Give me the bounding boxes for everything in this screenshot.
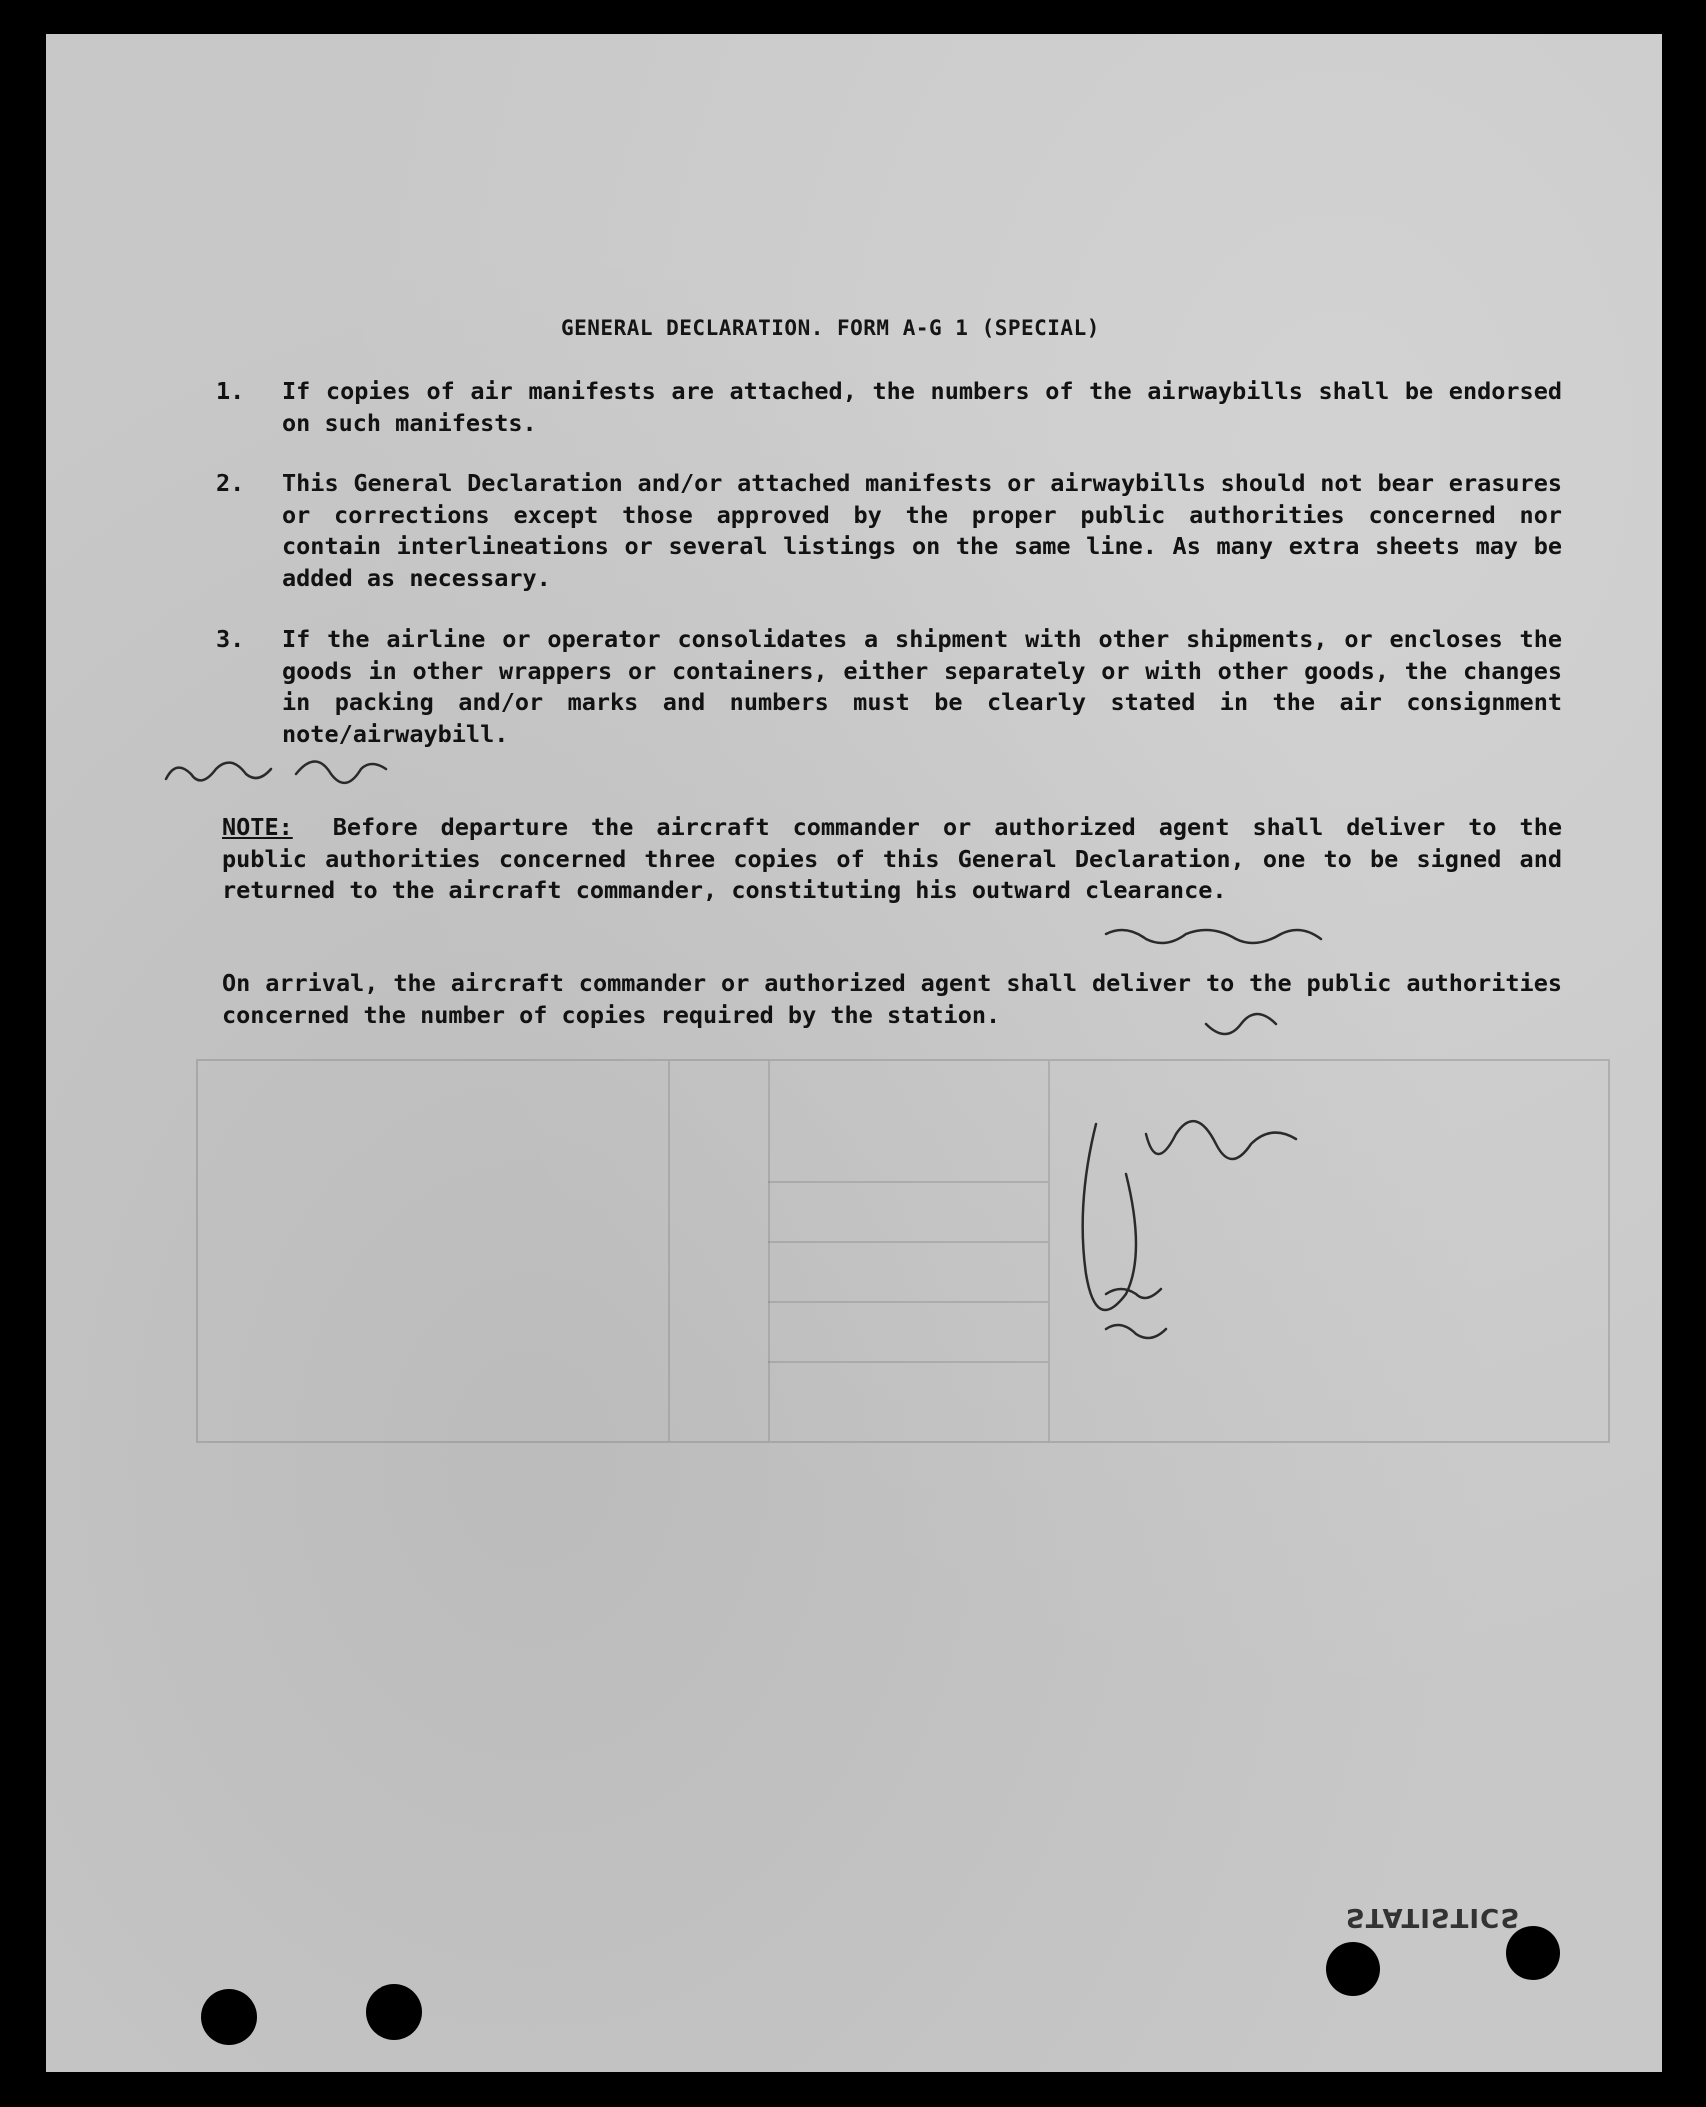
document-title: GENERAL DECLARATION. FORM A-G 1 (SPECIAL): [561, 316, 1100, 340]
handwritten-scribble: [166, 762, 386, 783]
handwritten-annotation: [1106, 930, 1321, 943]
item-number: 2.: [216, 469, 245, 497]
punch-hole: [366, 1984, 422, 2040]
document-page: [46, 34, 1662, 2072]
handwritten-mark: [1206, 1014, 1276, 1034]
punch-hole: [201, 1989, 257, 2045]
punch-hole: [1326, 1942, 1380, 1996]
statistics-stamp: STATISTICS: [1346, 1902, 1521, 1932]
punch-hole: [1506, 1926, 1560, 1980]
handwriting-marks: [46, 34, 1662, 2072]
item-text: This General Declaration and/or attached manifests or airwaybills should not bear erasures or corrections except those approved by the proper public authorities concerned nor contain interlineations or several listings on the same line. As many extra sheets may be added as necessary.: [282, 469, 1562, 592]
note-text: Before departure the aircraft commander or authorized agent shall deliver to the public authorities concerned three copies of this General Declaration, one to be signed and returned to the aircraft commander, constituting his outward clearance.: [222, 813, 1562, 904]
item-text: If the airline or operator consolidates a shipment with other shipments, or encloses the goods in other wrappers or containers, either separately or with other goods, the changes in packing and/or marks and numbers must be clearly stated in the air consignment note/airwaybill.: [282, 625, 1562, 748]
arrival-text: On arrival, the aircraft commander or authorized agent shall deliver to the public authorities concerned the number of copies required by the station.: [222, 969, 1562, 1029]
item-text: If copies of air manifests are attached, the numbers of the airwaybills shall be endorsed on such manifests.: [282, 377, 1562, 437]
note-label: NOTE:: [222, 813, 293, 841]
handwritten-numbers: [1106, 1289, 1166, 1338]
item-number: 3.: [216, 625, 245, 653]
item-number: 1.: [216, 377, 245, 405]
handwritten-signature: [1083, 1121, 1296, 1310]
